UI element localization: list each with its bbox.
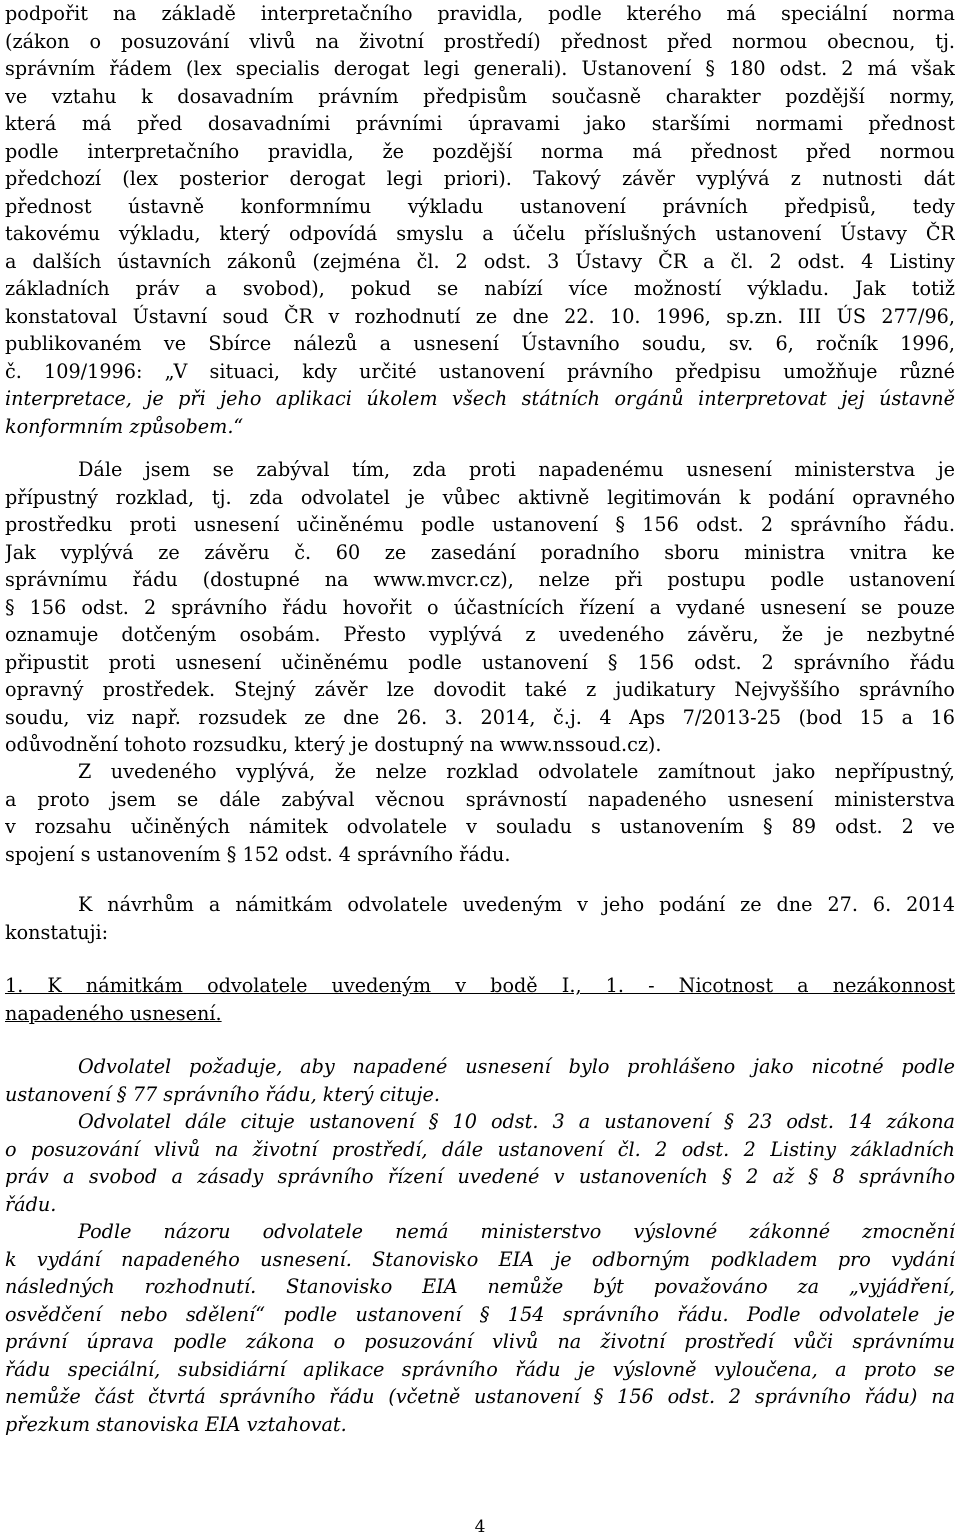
paragraph-request (5, 1053, 955, 1108)
paragraph-conclusion (5, 758, 955, 868)
text-line: č. 109/1996: „V situaci, kdy určité ustanovení právního předpisu umožňuje různé (5, 359, 955, 383)
text-line: soudu, viz např. rozsudek ze dne 26. 3. 2014, č.j. 4 Aps 7/2013-25 (bod 15 a 16 (5, 705, 955, 729)
text-line: publikovaném ve Sbírce nálezů a usnesení Ústavního soudu, sv. 6, ročník 1996, (5, 332, 955, 355)
text-line: správnímu řádu (dostupné na www.mvcr.cz), nelze při postupu podle ustanovení (5, 568, 955, 591)
paragraph-opinion (5, 1218, 955, 1438)
text-line: přípustný rozklad, tj. zda odvolatel je vůbec aktivně legitimován k podání opravného (5, 485, 955, 509)
text-line: (zákon o posuzování vlivů na životní prostředí) přednost před normou obecnou, tj. (5, 29, 955, 53)
text-line: a dalších ústavních zákonů (zejména čl. 2 odst. 3 Ústavy ČR a čl. 2 odst. 4 Listiny (5, 249, 955, 273)
text-line: interpretace, je při jeho aplikaci úkolem všech státních orgánů interpretovat jej ústavně (5, 387, 955, 410)
text-line: následných rozhodnutí. Stanovisko EIA nemůže být považováno za „vyjádření, (5, 1275, 955, 1298)
text-line: správním řádem (lex specialis derogat legi generali). Ustanovení § 180 odst. 2 má však (5, 57, 955, 80)
text-line: takovému výkladu, který odpovídá smyslu a účelu příslušných ustanovení Ústavy ČR (5, 222, 955, 245)
text-line: o posuzování vlivů na životní prostředí, dále ustanovení čl. 2 odst. 2 Listiny základních (5, 1137, 955, 1161)
text-line: řádu. (5, 1192, 57, 1216)
text-line: opravný prostředek. Stejný závěr lze dovodit také z judikatury Nejvyššího správního (5, 678, 955, 701)
text-line: podpořit na základě interpretačního pravidla, podle kterého má speciální norma (5, 2, 955, 25)
page-number: 4 (474, 1517, 486, 1537)
text-line: připustit proti usnesení učiněnému podle ustanovení § 156 odst. 2 správního řádu (5, 650, 955, 674)
text-line: podle interpretačního pravidla, že pozdější norma má přednost před normou (5, 139, 955, 163)
text-line: spojení s ustanovením § 152 odst. 4 správního řádu. (5, 842, 511, 866)
text-line: Odvolatel dále cituje ustanovení § 10 odst. 3 a ustanovení § 23 odst. 14 zákona (78, 1110, 955, 1133)
paragraph-citations (5, 1108, 955, 1218)
text-line: nemůže část čtvrtá správního řádu (včetně ustanovení § 156 odst. 2 správního řádu) na (5, 1385, 955, 1408)
text-line: ustanovení § 77 správního řádu, který cituje. (5, 1082, 440, 1106)
text-line: přezkum stanoviska EIA vztahovat. (5, 1412, 347, 1436)
paragraph-interpretation (5, 0, 955, 440)
text-line: a proto jsem se dále zabýval věcnou správností napadeného usnesení ministerstva (5, 787, 955, 811)
text-line: která má před dosavadními právními úpravami jako staršími normami přednost (5, 112, 955, 135)
text-line: řádu speciální, subsidiární aplikace správního řádu je výslovně vyloučena, a proto se (5, 1357, 955, 1381)
text-line: Dále jsem se zabýval tím, zda proti napadenému usnesení ministerstva je (78, 458, 955, 481)
paragraph-statement (5, 891, 955, 946)
text-line: konstatuji: (5, 920, 109, 944)
paragraph-admissibility (5, 456, 955, 759)
section-heading (5, 972, 955, 1027)
text-line: právní úprava podle zákona o posuzování vlivů na životní prostředí vůči správnímu (5, 1330, 955, 1353)
text-line: Podle názoru odvolatele nemá ministerstvo výslovné zákonné zmocnění (78, 1220, 955, 1243)
text-line: základních práv a svobod), pokud se nabízí více možností výkladu. Jak totiž (5, 277, 955, 300)
text-line: odůvodnění tohoto rozsudku, který je dostupný na www.nssoud.cz). (5, 733, 662, 756)
text-line: konstatoval Ústavní soud ČR v rozhodnutí ze dne 22. 10. 1996, sp.zn. III ÚS 277/96, (5, 304, 955, 328)
text-line: ve vztahu k dosavadním právním předpisům současně charakter pozdější normy, (5, 84, 955, 108)
text-line: v rozsahu učiněných námitek odvolatele v souladu s ustanovením § 89 odst. 2 ve (5, 815, 955, 838)
text-line: osvědčení nebo sdělení“ podle ustanovení § 154 správního řádu. Podle odvolatele je (5, 1302, 955, 1326)
text-line: prostředku proti usnesení učiněnému podle ustanovení § 156 odst. 2 správního řádu. (5, 513, 955, 536)
text-line: K návrhům a námitkám odvolatele uvedeným v jeho podání ze dne 27. 6. 2014 (78, 893, 955, 916)
text-line: napadeného usnesení. (5, 1001, 222, 1025)
text-line: přednost ústavně konformnímu výkladu ustanovení právních předpisů, tedy (5, 194, 955, 218)
text-line: konformním způsobem.“ (5, 414, 244, 438)
text-line: Z uvedeného vyplývá, že nelze rozklad odvolatele zamítnout jako nepřípustný, (78, 760, 955, 783)
text-line: Jak vyplývá ze závěru č. 60 ze zasedání poradního sboru ministra vnitra ke (5, 540, 955, 564)
text-line: Odvolatel požaduje, aby napadené usnesení bylo prohlášeno jako nicotné podle (78, 1055, 955, 1078)
text-line: předchozí (lex posterior derogat legi priori). Takový závěr vyplývá z nutnosti dát (5, 167, 955, 190)
text-line: § 156 odst. 2 správního řádu hovořit o účastnících řízení a vydané usnesení se pouze (5, 595, 955, 619)
text-line: k vydání napadeného usnesení. Stanovisko EIA je odborným podkladem pro vydání (5, 1247, 955, 1271)
text-line: práv a svobod a zásady správního řízení uvedené v ustanoveních § 2 až § 8 správního (5, 1165, 955, 1188)
text-line: oznamuje dotčeným osobám. Přesto vyplývá z uvedeného závěru, že je nezbytné (5, 623, 955, 646)
text-line: 1. K námitkám odvolatele uvedeným v bodě I., 1. - Nicotnost a nezákonnost (5, 974, 955, 997)
